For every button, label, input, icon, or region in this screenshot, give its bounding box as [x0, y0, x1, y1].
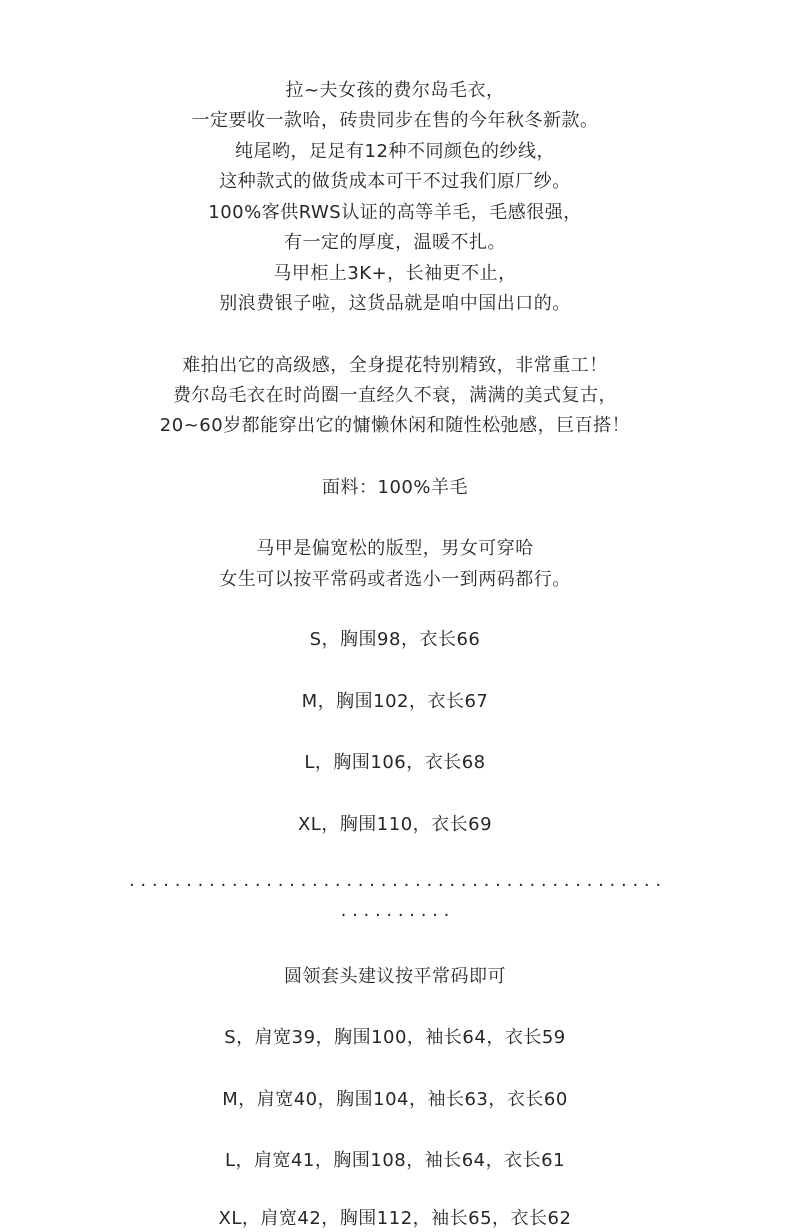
sweater-size-s: S，肩宽39，胸围100，袖长64，衣长59	[224, 1027, 566, 1048]
vest-fit-line: 女生可以按平常码或者选小一到两码都行。	[219, 569, 571, 590]
intro-line: 这种款式的做货成本可干不过我们原厂纱。	[219, 171, 571, 192]
vest-size-xl: XL，胸围110，衣长69	[297, 814, 493, 835]
sweater-size-l: L，肩宽41，胸围108，袖长64，衣长61	[224, 1150, 566, 1171]
intro-line: 马甲柜上3K+，长袖更不止，	[273, 263, 517, 284]
highlight-line: 费尔岛毛衣在时尚圈一直经久不衰，满满的美式复古，	[173, 385, 617, 406]
dotted-divider-row1: . . . . . . . . . . . . . . . . . . . . . . . . . . . . . . . . . . . . . . . . . . . . . . .	[128, 870, 662, 891]
vest-size-s: S，胸围98，衣长66	[309, 629, 481, 650]
sweater-fit-line: 圆领套头建议按平常码即可	[284, 966, 506, 987]
vest-fit-line: 马甲是偏宽松的版型，男女可穿哈	[256, 538, 534, 559]
intro-line: 一定要收一款哈，砖贵同步在售的今年秋冬新款。	[191, 110, 599, 131]
vest-size-l: L，胸围106，衣长68	[304, 752, 486, 773]
intro-line: 拉~夫女孩的费尔岛毛衣，	[285, 80, 505, 101]
dotted-divider-row2: . . . . . . . . . .	[340, 900, 450, 921]
intro-line: 别浪费银子啦，这货品就是咱中国出口的。	[219, 293, 571, 314]
sweater-size-xl: XL，肩宽42，胸围112，袖长65，衣长62	[218, 1208, 572, 1229]
intro-line: 100%客供RWS认证的高等羊毛，毛感很强，	[208, 202, 582, 223]
intro-line: 纯尾哟，足足有12种不同颜色的纱线，	[235, 141, 555, 162]
intro-line: 有一定的厚度，温暖不扎。	[284, 232, 506, 253]
vest-size-m: M，胸围102，衣长67	[301, 691, 489, 712]
sweater-size-m: M，肩宽40，胸围104，袖长63，衣长60	[222, 1089, 568, 1110]
highlight-line: 20~60岁都能穿出它的慵懒休闲和随性松弛感，巨百搭！	[159, 415, 631, 436]
highlight-line: 难拍出它的高级感，全身提花特别精致，非常重工！	[182, 355, 608, 376]
fabric-line: 面料：100%羊毛	[322, 477, 468, 498]
